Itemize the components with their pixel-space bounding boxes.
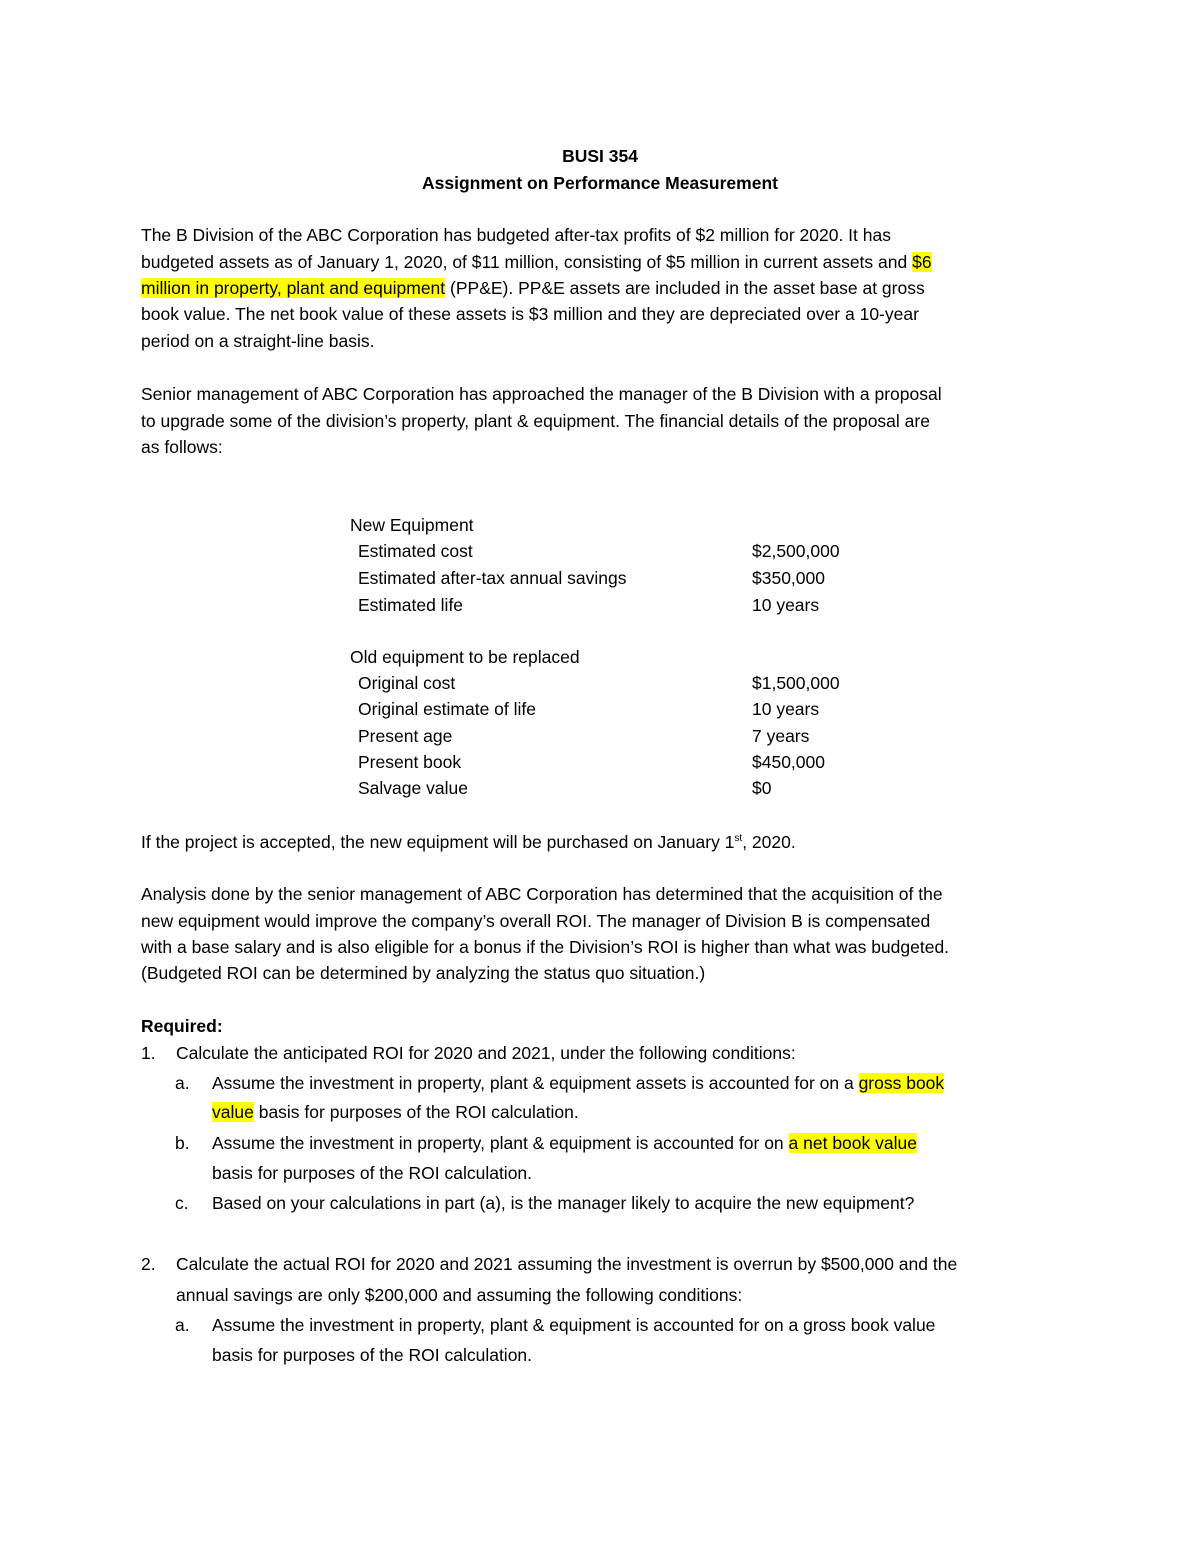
text-span: If the project is accepted, the new equipment will be purchased on January 1 xyxy=(141,832,735,852)
list-number: 2. xyxy=(141,1254,156,1274)
highlighted-text: a net book value xyxy=(788,1133,917,1153)
purchase-date-line xyxy=(141,829,796,855)
table-row-label: Estimated after-tax annual savings xyxy=(358,568,627,588)
list-letter: a. xyxy=(175,1315,190,1335)
question-text: Calculate the anticipated ROI for 2020 and 2021, under the following conditions: xyxy=(176,1043,796,1063)
text-line: basis for purposes of the ROI calculation. xyxy=(212,1345,533,1365)
table-row-label: Estimated life xyxy=(358,595,464,615)
text-line: (Budgeted ROI can be determined by analyzing the status quo situation.) xyxy=(141,963,706,983)
text-line: Calculate the actual ROI for 2020 and 2021 assuming the investment is overrun by $500,000 and the xyxy=(176,1254,958,1274)
table-row-value: 10 years xyxy=(752,699,820,719)
table-row-value: $350,000 xyxy=(752,568,825,588)
table-row-value: 10 years xyxy=(752,595,820,615)
text-span: , 2020. xyxy=(742,832,796,852)
text-line xyxy=(141,249,932,275)
table-row-value: $0 xyxy=(752,778,772,798)
list-letter: c. xyxy=(175,1193,189,1213)
text-line: Based on your calculations in part (a), is the manager likely to acquire the new equipment? xyxy=(212,1193,915,1213)
text-line: Assume the investment in property, plant & equipment is accounted for on a gross book value xyxy=(212,1315,936,1335)
table-row-value: $2,500,000 xyxy=(752,541,840,561)
highlighted-text: million in property, plant and equipment xyxy=(141,278,446,298)
text-line xyxy=(212,1130,917,1156)
text-line: book value. The net book value of these assets is $3 million and they are depreciated over a 10-year xyxy=(141,304,919,324)
text-span: (PP&E). PP&E assets are included in the asset base at gross xyxy=(445,278,925,298)
text-line: The B Division of the ABC Corporation has budgeted after-tax profits of $2 million for 2020. It has xyxy=(141,225,891,245)
superscript: st xyxy=(734,833,743,844)
page-title: Assignment on Performance Measurement xyxy=(422,173,778,193)
table-row-label: Present age xyxy=(358,726,453,746)
text-span: Assume the investment in property, plant & equipment assets is accounted for on a xyxy=(212,1073,859,1093)
old-equipment-heading: Old equipment to be replaced xyxy=(350,647,580,667)
text-line: to upgrade some of the division’s property, plant & equipment. The financial details of the proposal are xyxy=(141,411,930,431)
table-row-value: $1,500,000 xyxy=(752,673,840,693)
text-line xyxy=(212,1099,579,1125)
text-line: basis for purposes of the ROI calculation. xyxy=(212,1163,533,1183)
text-line: with a base salary and is also eligible for a bonus if the Division’s ROI is higher than what was budgeted. xyxy=(141,937,950,957)
highlighted-text: gross book xyxy=(858,1073,945,1093)
highlighted-text: $6 xyxy=(912,252,932,272)
new-equipment-heading: New Equipment xyxy=(350,515,474,535)
list-number: 1. xyxy=(141,1043,156,1063)
text-line: Analysis done by the senior management of ABC Corporation has determined that the acquisition of the xyxy=(141,884,943,904)
text-line: period on a straight-line basis. xyxy=(141,331,375,351)
text-span: budgeted assets as of January 1, 2020, of $11 million, consisting of $5 million in current assets and xyxy=(141,252,913,272)
table-row-label: Estimated cost xyxy=(358,541,473,561)
list-letter: b. xyxy=(175,1133,190,1153)
text-line xyxy=(212,1070,944,1096)
table-row-value: 7 years xyxy=(752,726,810,746)
text-line: Senior management of ABC Corporation has approached the manager of the B Division with a proposal xyxy=(141,384,942,404)
text-line: as follows: xyxy=(141,437,223,457)
required-heading: Required: xyxy=(141,1016,223,1036)
list-letter: a. xyxy=(175,1073,190,1093)
table-row-value: $450,000 xyxy=(752,752,825,772)
text-line: new equipment would improve the company’s overall ROI. The manager of Division B is compensated xyxy=(141,911,931,931)
text-line xyxy=(141,275,925,301)
table-row-label: Present book xyxy=(358,752,462,772)
table-row-label: Salvage value xyxy=(358,778,468,798)
table-row-label: Original cost xyxy=(358,673,456,693)
text-line: annual savings are only $200,000 and assuming the following conditions: xyxy=(176,1285,743,1305)
text-span: basis for purposes of the ROI calculation. xyxy=(253,1102,579,1122)
highlighted-text: value xyxy=(212,1102,254,1122)
course-code: BUSI 354 xyxy=(562,146,638,166)
text-span: Assume the investment in property, plant & equipment is accounted for on xyxy=(212,1133,789,1153)
table-row-label: Original estimate of life xyxy=(358,699,536,719)
